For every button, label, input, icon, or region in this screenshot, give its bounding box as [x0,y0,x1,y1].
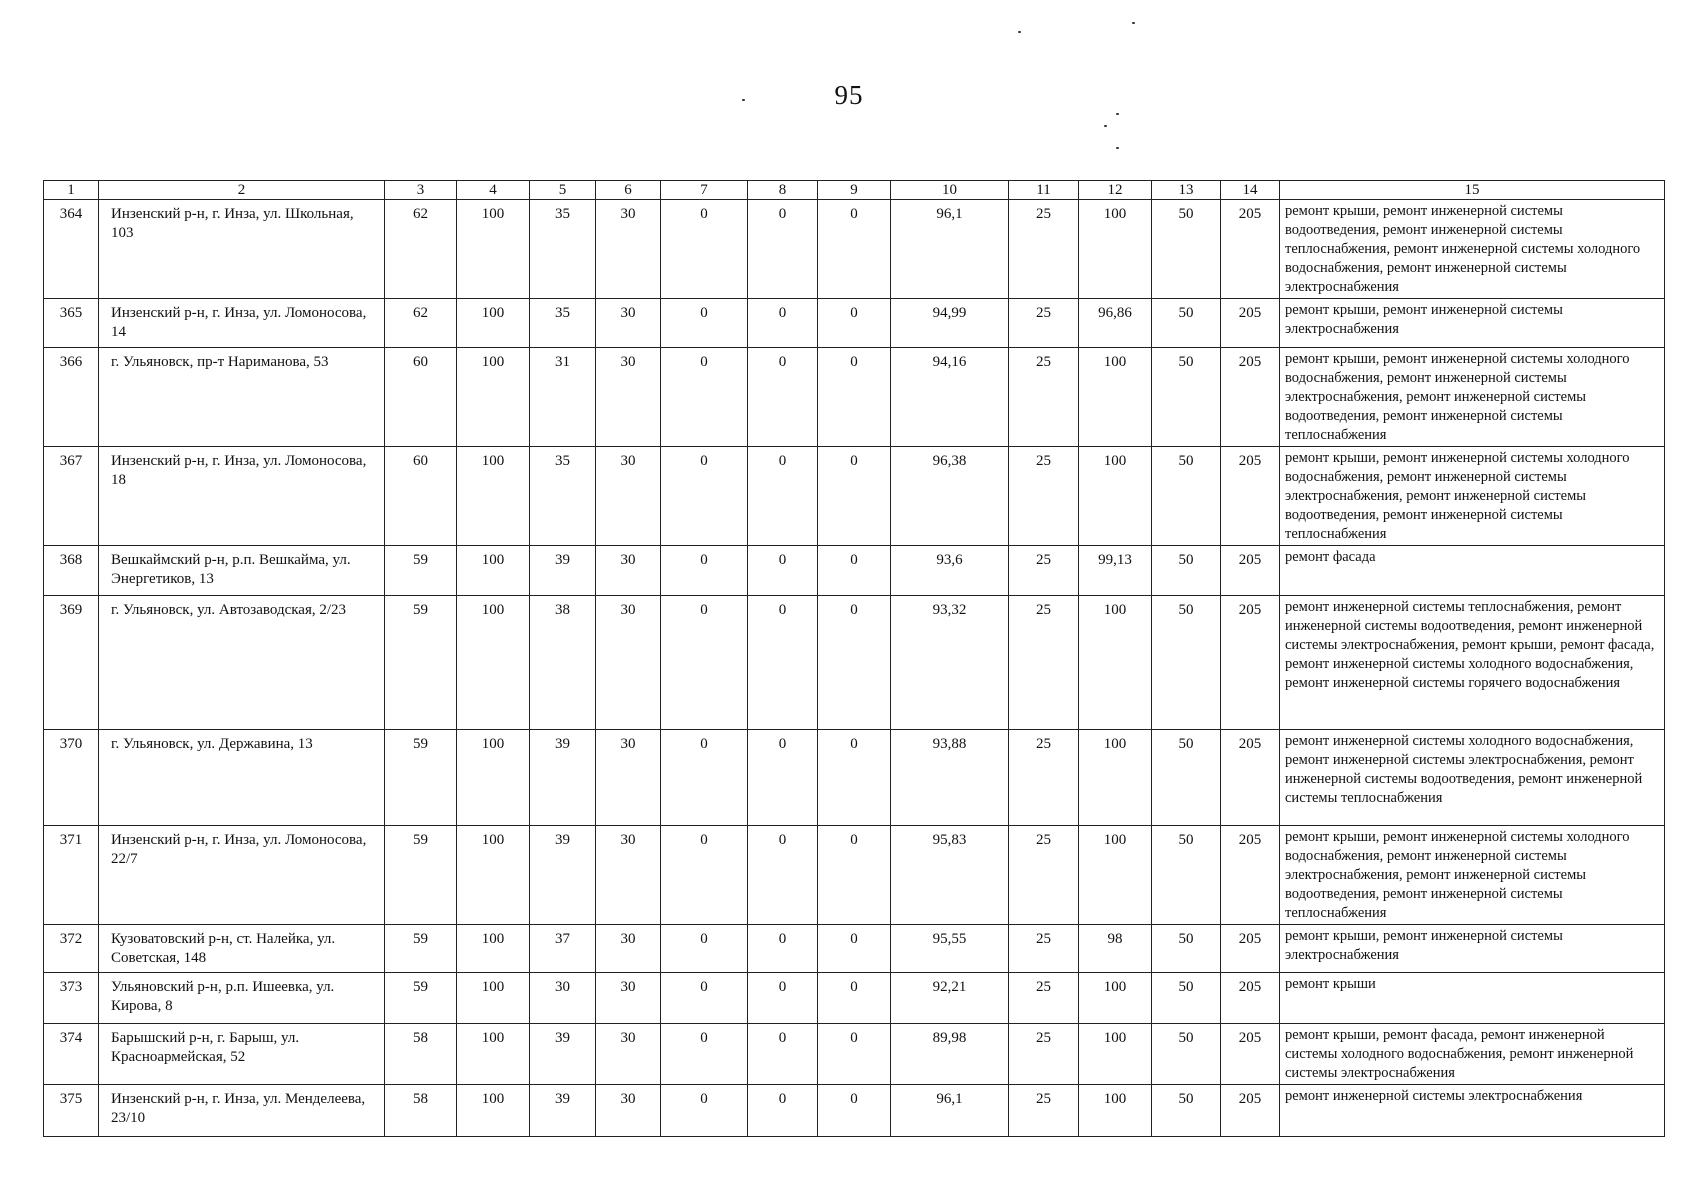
table-cell: 205 [1221,973,1280,1024]
data-table [43,180,1665,1137]
work-description-cell: ремонт крыши, ремонт инженерной системы холодного водоснабжения, ремонт инженерной системы электроснабжения, ремонт инженерной системы водоотведения, ремонт инженерной системы теплоснабжения [1280,826,1665,925]
table-cell: 39 [530,1024,596,1085]
table-cell: 0 [661,447,748,546]
address-cell: г. Ульяновск, ул. Автозаводская, 2/23 [99,596,385,730]
scan-speck [1132,22,1135,24]
table-cell: 50 [1152,1085,1221,1137]
table-cell: 99,13 [1079,546,1152,596]
table-cell: 0 [818,973,891,1024]
table-cell: 50 [1152,348,1221,447]
work-description-cell: ремонт крыши, ремонт инженерной системы холодного водоснабжения, ремонт инженерной системы электроснабжения, ремонт инженерной системы водоотведения, ремонт инженерной системы теплоснабжения [1280,447,1665,546]
table-header [44,181,1665,200]
table-cell: 100 [1079,826,1152,925]
table-cell: 30 [596,299,661,348]
table-cell: 100 [1079,973,1152,1024]
table-cell: 205 [1221,596,1280,730]
table-cell: 31 [530,348,596,447]
table-cell: 0 [748,546,818,596]
page-number: 95 [834,80,864,110]
table-row [44,200,1665,299]
table-cell: 100 [1079,447,1152,546]
row-number-cell: 366 [44,348,99,447]
row-number-cell: 368 [44,546,99,596]
table-cell: 30 [596,447,661,546]
table-cell: 30 [596,730,661,826]
table-cell: 0 [748,200,818,299]
table-cell: 100 [457,200,530,299]
address-cell: Барышский р-н, г. Барыш, ул. Красноармейская, 52 [99,1024,385,1085]
table-cell: 89,98 [891,1024,1009,1085]
row-number-cell: 373 [44,973,99,1024]
table-cell: 0 [661,299,748,348]
table-cell: 0 [818,299,891,348]
table-cell: 0 [661,546,748,596]
table-cell: 0 [661,1085,748,1137]
table-cell: 100 [457,826,530,925]
table-cell: 50 [1152,826,1221,925]
row-number-cell: 375 [44,1085,99,1137]
address-cell: Инзенский р-н, г. Инза, ул. Менделеева, 23/10 [99,1085,385,1137]
table-cell: 58 [385,1085,457,1137]
table-cell: 59 [385,546,457,596]
column-header: 5 [530,181,596,200]
row-number-cell: 370 [44,730,99,826]
table-cell: 0 [818,546,891,596]
table-cell: 100 [457,730,530,826]
table-cell: 93,88 [891,730,1009,826]
table-cell: 60 [385,447,457,546]
table-cell: 100 [1079,200,1152,299]
table-cell: 25 [1009,1085,1079,1137]
work-description-cell: ремонт крыши, ремонт инженерной системы электроснабжения [1280,925,1665,973]
table-cell: 50 [1152,546,1221,596]
work-description-cell: ремонт крыши, ремонт инженерной системы водоотведения, ремонт инженерной системы теплоснабжения, ремонт инженерной системы холодного водоснабжения, ремонт инженерной системы электроснабжения [1280,200,1665,299]
table-cell: 0 [748,826,818,925]
scan-speck [1018,31,1021,33]
row-number-cell: 374 [44,1024,99,1085]
column-header: 13 [1152,181,1221,200]
table-cell: 0 [661,596,748,730]
table-row [44,596,1665,730]
table-cell: 0 [818,348,891,447]
table-row [44,826,1665,925]
table-cell: 205 [1221,200,1280,299]
address-cell: г. Ульяновск, ул. Державина, 13 [99,730,385,826]
column-header: 15 [1280,181,1665,200]
table-cell: 39 [530,1085,596,1137]
table-cell: 50 [1152,730,1221,826]
header-row [44,181,1665,200]
table-cell: 205 [1221,730,1280,826]
table-row [44,925,1665,973]
work-description-cell: ремонт инженерной системы электроснабжения [1280,1085,1665,1137]
table-cell: 39 [530,546,596,596]
table-cell: 205 [1221,925,1280,973]
column-header: 3 [385,181,457,200]
table-row [44,447,1665,546]
table-cell: 25 [1009,299,1079,348]
row-number-cell: 365 [44,299,99,348]
row-number-cell: 371 [44,826,99,925]
table-cell: 30 [596,925,661,973]
table-cell: 0 [748,925,818,973]
table-cell: 25 [1009,730,1079,826]
table-cell: 96,1 [891,1085,1009,1137]
table-cell: 59 [385,826,457,925]
table-cell: 92,21 [891,973,1009,1024]
table-cell: 35 [530,447,596,546]
table-cell: 59 [385,596,457,730]
table-cell: 30 [596,348,661,447]
table-cell: 100 [457,299,530,348]
table-cell: 0 [748,1024,818,1085]
table-cell: 38 [530,596,596,730]
table-cell: 0 [748,973,818,1024]
table-cell: 0 [661,200,748,299]
table-cell: 50 [1152,925,1221,973]
column-header: 9 [818,181,891,200]
table-cell: 100 [457,546,530,596]
table-cell: 100 [457,973,530,1024]
column-header: 10 [891,181,1009,200]
work-description-cell: ремонт крыши, ремонт инженерной системы электроснабжения [1280,299,1665,348]
table-cell: 0 [818,596,891,730]
table-cell: 0 [661,1024,748,1085]
table-cell: 0 [818,200,891,299]
table-cell: 205 [1221,826,1280,925]
table-cell: 50 [1152,596,1221,730]
column-header: 11 [1009,181,1079,200]
table-cell: 59 [385,730,457,826]
table-cell: 0 [661,348,748,447]
address-cell: Инзенский р-н, г. Инза, ул. Ломоносова, 22/7 [99,826,385,925]
table-cell: 96,86 [1079,299,1152,348]
table-cell: 39 [530,826,596,925]
table-cell: 60 [385,348,457,447]
table-cell: 0 [748,348,818,447]
table-cell: 95,55 [891,925,1009,973]
scan-speck [1116,113,1119,115]
table-cell: 25 [1009,826,1079,925]
table-cell: 205 [1221,1024,1280,1085]
table-cell: 50 [1152,1024,1221,1085]
address-cell: Кузоватовский р-н, ст. Налейка, ул. Советская, 148 [99,925,385,973]
column-header: 4 [457,181,530,200]
table-cell: 50 [1152,447,1221,546]
table-cell: 100 [457,1085,530,1137]
address-cell: Инзенский р-н, г. Инза, ул. Ломоносова, 14 [99,299,385,348]
table-cell: 0 [748,299,818,348]
scan-speck [1104,125,1107,127]
column-header: 8 [748,181,818,200]
table-cell: 39 [530,730,596,826]
table-row [44,299,1665,348]
table-cell: 59 [385,973,457,1024]
column-header: 6 [596,181,661,200]
table-cell: 0 [818,1024,891,1085]
table-cell: 100 [1079,1024,1152,1085]
table-cell: 0 [661,973,748,1024]
table-cell: 0 [748,730,818,826]
table-cell: 205 [1221,299,1280,348]
table-cell: 98 [1079,925,1152,973]
table-cell: 100 [1079,730,1152,826]
column-header: 14 [1221,181,1280,200]
table-cell: 35 [530,299,596,348]
table-cell: 35 [530,200,596,299]
table-cell: 25 [1009,546,1079,596]
address-cell: Инзенский р-н, г. Инза, ул. Ломоносова, 18 [99,447,385,546]
table-cell: 93,32 [891,596,1009,730]
table-cell: 59 [385,925,457,973]
table-cell: 25 [1009,973,1079,1024]
table-row [44,973,1665,1024]
table-row [44,1085,1665,1137]
table-row [44,730,1665,826]
table-cell: 95,83 [891,826,1009,925]
table-cell: 205 [1221,447,1280,546]
table-cell: 58 [385,1024,457,1085]
work-description-cell: ремонт крыши, ремонт фасада, ремонт инженерной системы холодного водоснабжения, ремонт инженерной системы электроснабжения [1280,1024,1665,1085]
column-header: 2 [99,181,385,200]
table-cell: 0 [661,730,748,826]
table-cell: 25 [1009,447,1079,546]
column-header: 12 [1079,181,1152,200]
scan-speck [1116,147,1119,149]
table-cell: 0 [748,596,818,730]
table-cell: 25 [1009,348,1079,447]
table-cell: 94,99 [891,299,1009,348]
table-cell: 0 [661,826,748,925]
table-cell: 96,38 [891,447,1009,546]
work-description-cell: ремонт крыши, ремонт инженерной системы холодного водоснабжения, ремонт инженерной системы электроснабжения, ремонт инженерной системы водоотведения, ремонт инженерной системы теплоснабжения [1280,348,1665,447]
table-cell: 0 [661,925,748,973]
table-cell: 205 [1221,546,1280,596]
row-number-cell: 364 [44,200,99,299]
table-cell: 0 [818,1085,891,1137]
table-row [44,348,1665,447]
row-number-cell: 372 [44,925,99,973]
table-cell: 100 [457,447,530,546]
column-header: 1 [44,181,99,200]
scan-speck [742,99,745,101]
table-cell: 94,16 [891,348,1009,447]
table-cell: 0 [818,826,891,925]
address-cell: Инзенский р-н, г. Инза, ул. Школьная, 103 [99,200,385,299]
table-cell: 50 [1152,299,1221,348]
table-cell: 96,1 [891,200,1009,299]
table-cell: 0 [818,730,891,826]
table-row [44,546,1665,596]
row-number-cell: 369 [44,596,99,730]
table-cell: 0 [748,1085,818,1137]
table-cell: 93,6 [891,546,1009,596]
address-cell: Ульяновский р-н, р.п. Ишеевка, ул. Кирова, 8 [99,973,385,1024]
work-description-cell: ремонт фасада [1280,546,1665,596]
table-cell: 25 [1009,596,1079,730]
row-number-cell: 367 [44,447,99,546]
work-description-cell: ремонт крыши [1280,973,1665,1024]
table-cell: 100 [1079,596,1152,730]
table-cell: 30 [596,596,661,730]
table-cell: 100 [457,925,530,973]
table-cell: 37 [530,925,596,973]
table-cell: 25 [1009,925,1079,973]
table-cell: 50 [1152,200,1221,299]
table-cell: 100 [457,348,530,447]
table-cell: 50 [1152,973,1221,1024]
address-cell: Вешкаймский р-н, р.п. Вешкайма, ул. Энергетиков, 13 [99,546,385,596]
work-description-cell: ремонт инженерной системы холодного водоснабжения, ремонт инженерной системы электроснабжения, ремонт инженерной системы водоотведения, ремонт инженерной системы теплоснабжения [1280,730,1665,826]
table-cell: 0 [818,925,891,973]
table-cell: 100 [457,596,530,730]
work-description-cell: ремонт инженерной системы теплоснабжения, ремонт инженерной системы водоотведения, ремонт инженерной системы электроснабжения, ремонт крыши, ремонт фасада, ремонт инженерной системы холодного водоснабжения, ремонт инженерной системы горячего водоснабжения [1280,596,1665,730]
table-cell: 25 [1009,1024,1079,1085]
table-cell: 62 [385,200,457,299]
table-cell: 30 [596,200,661,299]
table-cell: 30 [596,1085,661,1137]
table-body [44,200,1665,1137]
table-cell: 205 [1221,348,1280,447]
table-cell: 30 [530,973,596,1024]
table-cell: 205 [1221,1085,1280,1137]
table-cell: 30 [596,1024,661,1085]
table-row [44,1024,1665,1085]
table-cell: 0 [818,447,891,546]
table-cell: 30 [596,973,661,1024]
table-cell: 25 [1009,200,1079,299]
address-cell: г. Ульяновск, пр-т Нариманова, 53 [99,348,385,447]
table-cell: 30 [596,826,661,925]
table-cell: 62 [385,299,457,348]
table-cell: 100 [1079,1085,1152,1137]
table-cell: 0 [748,447,818,546]
table-cell: 30 [596,546,661,596]
table-cell: 100 [457,1024,530,1085]
table-cell: 100 [1079,348,1152,447]
column-header: 7 [661,181,748,200]
